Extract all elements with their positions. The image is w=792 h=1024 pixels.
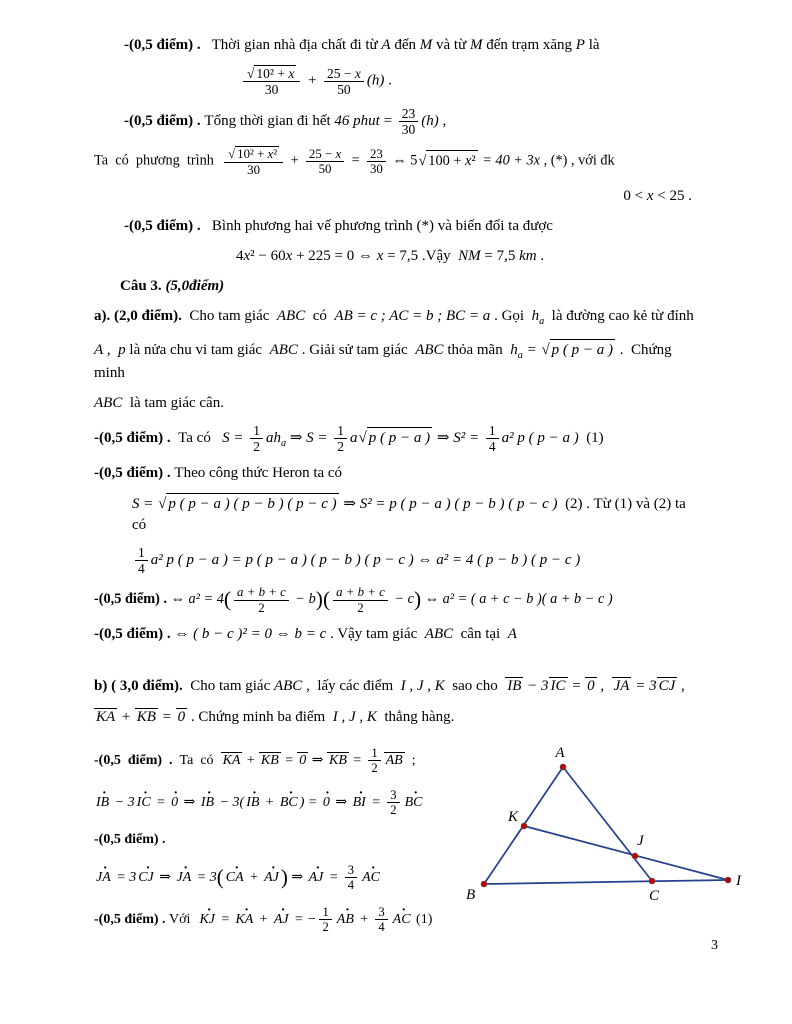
text-fragment: b) ( 3,0 điểm). — [94, 678, 187, 695]
text-fragment: a + b + c — [336, 585, 385, 600]
text-fragment: thẳng hàng. — [376, 709, 455, 726]
vector: AB — [385, 752, 403, 768]
vector: AJ · — [307, 868, 326, 888]
text-fragment: − b — [291, 591, 316, 608]
text-fragment: , — [103, 341, 119, 358]
vector: IC — [550, 678, 566, 695]
text-fragment: x — [354, 65, 361, 81]
text-fragment: 1 — [371, 746, 378, 761]
text-fragment: ) — [280, 864, 288, 889]
text-fragment: có — [305, 308, 335, 325]
triangle-diagram — [446, 742, 746, 919]
vector: BC · — [403, 793, 425, 813]
text-fragment: = — [522, 341, 541, 358]
text-fragment: = — [367, 795, 385, 811]
text-fragment: 2 — [371, 761, 378, 776]
text-fragment: 1 — [253, 422, 260, 438]
text-fragment: đến — [390, 37, 420, 53]
text-fragment: a + b + c — [237, 585, 286, 600]
text-fragment: 4 — [236, 248, 244, 265]
text-fragment: (5,0điểm) — [165, 278, 225, 295]
point-i — [725, 877, 731, 883]
text-fragment: , lấy các điểm — [302, 678, 401, 695]
text-line — [94, 106, 700, 137]
text-fragment: ; — [404, 752, 416, 768]
text-line — [94, 393, 700, 414]
text-fragment: + — [242, 752, 259, 768]
text-fragment: = — [325, 869, 342, 885]
fraction — [486, 423, 499, 454]
text-fragment: 30 — [264, 82, 279, 98]
text-fragment: 23 — [369, 146, 383, 161]
text-fragment: là tam giác cân. — [122, 394, 224, 411]
text-fragment: 2 — [337, 438, 345, 454]
text-fragment: Cho tam giác — [186, 678, 274, 695]
text-fragment: , (*) , với đk — [540, 153, 615, 170]
text-fragment: 50 — [337, 81, 351, 97]
text-line — [94, 276, 700, 297]
text-fragment: -(0,5 điểm) . — [94, 591, 168, 608]
text-fragment: + — [255, 912, 272, 928]
text-fragment: 2 — [253, 438, 260, 454]
text-fragment: x — [335, 146, 342, 161]
text-fragment: ) — [315, 587, 323, 612]
vertex-label-b: B — [466, 887, 476, 904]
text-fragment: Ta có phương trình — [94, 153, 222, 170]
fraction — [375, 905, 387, 934]
point-k — [521, 823, 527, 829]
text-fragment: a² = ( a + c − b )( a + b − c ) — [442, 591, 613, 608]
text-fragment: a — [539, 316, 545, 328]
vector: 0 · — [169, 793, 180, 813]
text-fragment: = — [379, 113, 396, 130]
text-fragment: x — [464, 153, 472, 170]
text-fragment: Bình phương hai vế phương trình (*) và biến đổi ta được — [204, 218, 553, 235]
text-fragment: − c — [390, 591, 415, 608]
vector: KA — [96, 709, 116, 726]
text-fragment: (h) — [421, 113, 439, 130]
vector: IB · — [94, 793, 111, 813]
text-fragment: + — [303, 72, 321, 89]
text-fragment: NM — [458, 248, 481, 265]
vertex-label-i: I — [736, 873, 741, 890]
text-fragment: ABC — [94, 394, 123, 411]
text-line — [94, 463, 700, 484]
text-fragment: 1 — [138, 545, 145, 561]
fraction — [234, 585, 289, 615]
vector: BI · — [351, 793, 368, 813]
text-fragment: là — [584, 37, 600, 53]
text-fragment: A — [94, 341, 104, 358]
text-fragment: 3 — [378, 905, 385, 920]
fraction — [368, 746, 380, 775]
text-fragment: thỏa mãn — [443, 341, 511, 358]
text-line — [94, 706, 700, 728]
vector: CJ — [658, 678, 676, 695]
text-fragment: ⇒ — [180, 795, 199, 811]
text-fragment: ABC — [273, 678, 303, 695]
text-fragment: -(0,5 điểm) . — [94, 626, 175, 643]
text-line — [94, 585, 700, 615]
fraction — [250, 423, 263, 454]
text-fragment: a — [350, 429, 358, 446]
text-fragment: ( b − c )² = 0 ⇔ b = c — [193, 626, 327, 643]
text-fragment: M — [469, 37, 483, 53]
fraction — [387, 788, 399, 817]
text-fragment: 30 — [401, 122, 416, 138]
text-fragment: ⇒ — [331, 795, 351, 811]
text-fragment: P — [575, 37, 585, 53]
point-a — [560, 764, 566, 770]
text-fragment: = − — [290, 912, 317, 928]
vector: AJ · — [262, 868, 281, 888]
text-fragment: 100 + — [428, 153, 465, 170]
text-fragment: S² = — [453, 429, 483, 446]
text-fragment: ( — [223, 587, 232, 612]
text-fragment: ⇒ — [339, 496, 360, 513]
fraction — [399, 106, 419, 137]
text-fragment: = — [348, 752, 366, 768]
text-fragment: − 3( — [216, 795, 245, 811]
text-line — [94, 339, 700, 384]
vertex-label-k: K — [508, 809, 519, 826]
vector: KB — [136, 709, 156, 726]
text-fragment: − 3 — [111, 795, 135, 811]
text-fragment: km — [519, 248, 537, 265]
text-fragment: ⇔ — [167, 591, 189, 608]
text-fragment: h — [510, 341, 518, 358]
text-fragment: và từ — [432, 37, 470, 53]
text-fragment: S² = p ( p − a ) ( p − b ) ( p − c ) — [359, 496, 558, 513]
point-c — [649, 878, 655, 884]
text-fragment: x — [646, 188, 654, 205]
text-fragment: x — [285, 248, 293, 265]
text-fragment: 2 — [357, 600, 364, 615]
text-fragment: a² = 4 ( p − b ) ( p − c ) — [436, 552, 581, 569]
text-fragment: ⇔ 5 — [388, 153, 418, 170]
vector: IC · — [135, 793, 153, 813]
text-fragment: x — [376, 248, 384, 265]
text-line — [94, 423, 700, 454]
text-fragment: Với — [169, 912, 198, 928]
text-fragment: 2 — [258, 600, 265, 615]
text-fragment: ⇒ — [287, 869, 307, 885]
text-fragment: 2 — [390, 803, 397, 818]
text-fragment: 4 — [378, 920, 385, 935]
text-fragment: Cho tam giác — [185, 308, 277, 325]
text-fragment: + — [286, 153, 303, 170]
fraction — [367, 147, 386, 177]
text-fragment: + 225 = 0 ⇔ — [292, 248, 377, 265]
vector: CA · — [224, 868, 246, 888]
text-fragment: = 3 — [631, 678, 657, 695]
text-fragment: -(0,5 điểm) . — [124, 113, 205, 130]
text-fragment: S = — [132, 496, 158, 513]
text-fragment: . Chứng minh — [94, 341, 672, 381]
vector: 0 — [299, 752, 307, 768]
text-fragment: 50 — [318, 162, 332, 177]
text-fragment: 3 — [347, 863, 355, 878]
vector: JA · — [175, 868, 194, 888]
text-fragment: A — [507, 626, 517, 643]
vector: AJ · — [272, 910, 291, 930]
fraction — [224, 146, 283, 177]
vector: IB — [507, 678, 522, 695]
point-j — [632, 853, 638, 859]
text-fragment: a — [280, 437, 287, 449]
text-fragment: ABC — [415, 341, 444, 358]
point-b — [481, 881, 487, 887]
text-fragment: = 3 — [193, 869, 217, 885]
text-fragment: là đường cao kẻ từ đỉnh — [544, 308, 694, 325]
text-fragment: p — [118, 341, 126, 358]
text-fragment: p ( p − a ) — [551, 341, 614, 358]
text-fragment: A — [381, 37, 391, 53]
text-line — [94, 493, 700, 536]
text-fragment: ⇒ — [155, 869, 175, 885]
text-fragment: -(0,5 điểm) . — [124, 37, 201, 53]
text-fragment: ² — [471, 153, 476, 170]
text-fragment: = — [152, 795, 170, 811]
text-fragment: = — [280, 752, 298, 768]
vector: AC · — [360, 868, 382, 888]
text-line — [94, 146, 700, 177]
square-root — [541, 339, 615, 361]
text-fragment: ) = — [299, 795, 321, 811]
vector: JA · — [94, 868, 113, 888]
text-fragment: Theo công thức Heron ta có — [174, 465, 343, 482]
text-fragment: x — [288, 66, 295, 81]
text-fragment: 10² + — [237, 147, 268, 162]
text-line — [94, 216, 700, 237]
text-fragment: − 3 — [523, 678, 549, 695]
segment-k-to-i — [524, 826, 728, 880]
text-fragment: ⇒ — [433, 429, 454, 446]
text-fragment: , — [677, 678, 685, 695]
fraction — [324, 66, 364, 97]
text-line — [94, 545, 700, 576]
text-fragment: = 7,5 .Vậy — [383, 248, 459, 265]
text-line — [94, 675, 700, 697]
text-fragment: 23 — [401, 106, 416, 122]
text-fragment: p ( p − a ) — [368, 429, 431, 446]
text-fragment: x — [243, 248, 251, 265]
text-fragment: cân tại — [453, 626, 508, 643]
text-line — [94, 65, 700, 97]
text-fragment: 10² + — [256, 66, 289, 81]
vertex-label-j: J — [637, 833, 644, 850]
text-fragment: -(0,5 điểm) . — [124, 218, 205, 235]
vector: 0 · — [321, 793, 332, 813]
text-fragment: < 25 . — [653, 188, 692, 205]
square-root — [228, 146, 279, 161]
text-fragment: ² − 60 — [250, 248, 286, 265]
text-fragment: . — [536, 248, 545, 265]
vector: 0 — [587, 678, 595, 695]
text-fragment: ABC — [424, 626, 454, 643]
text-fragment: ( — [216, 864, 224, 889]
triangle-figure-svg — [446, 742, 746, 912]
square-root — [158, 493, 338, 515]
text-fragment: I , J , K — [332, 709, 377, 726]
text-fragment: 4 — [347, 878, 355, 893]
vertex-label-c: C — [649, 888, 660, 905]
text-fragment: 46 phut — [334, 113, 380, 130]
text-fragment: Câu 3. — [120, 278, 166, 295]
text-line — [94, 186, 700, 207]
text-fragment: = — [217, 912, 234, 928]
text-fragment: 4 — [138, 561, 145, 577]
text-fragment: = — [567, 678, 586, 695]
text-fragment: S = — [222, 429, 248, 446]
text-fragment: Ta có — [174, 429, 223, 446]
text-fragment: Ta có — [176, 752, 221, 768]
text-fragment: M — [419, 37, 433, 53]
text-fragment: ² — [273, 147, 278, 162]
text-fragment: Thời gian nhà địa chất đi từ — [200, 37, 382, 53]
text-fragment: = 3 — [112, 869, 137, 885]
part-b-working — [94, 745, 741, 947]
text-fragment: (1) — [578, 429, 604, 446]
text-fragment: (2) . Từ (1) và (2) ta có — [132, 496, 686, 534]
text-fragment: = — [157, 709, 176, 726]
vector: KA · — [233, 910, 255, 930]
vector: JA — [613, 678, 630, 695]
square-root — [418, 150, 477, 171]
text-fragment: AB = c ; AC = b ; BC = a — [334, 308, 491, 325]
text-fragment: I , J , K — [400, 678, 445, 695]
text-fragment: = — [347, 153, 364, 170]
square-root — [359, 427, 433, 449]
text-line — [94, 306, 700, 329]
text-fragment: 30 — [247, 162, 261, 177]
vector: CJ · — [136, 868, 156, 888]
text-fragment: ⇔ — [174, 626, 194, 643]
vector: IB · — [244, 793, 261, 813]
text-fragment: ( — [322, 587, 331, 612]
text-fragment: là nửa chu vi tam giác — [125, 341, 270, 358]
fraction — [243, 65, 300, 97]
text-fragment: 0 < — [623, 188, 647, 205]
text-fragment: 1 — [322, 905, 329, 920]
vector: KJ · — [197, 910, 217, 930]
text-fragment: + — [245, 869, 263, 885]
solution-text-top — [94, 35, 700, 728]
text-fragment: ⇔ — [421, 591, 443, 608]
text-fragment: h — [531, 308, 540, 325]
text-fragment: -(0,5 điểm) . — [94, 832, 166, 848]
text-fragment: , — [596, 678, 612, 695]
text-fragment: ) — [414, 587, 422, 612]
page-number: 3 — [711, 938, 718, 953]
text-fragment: . Chứng minh ba điểm — [187, 709, 333, 726]
text-fragment: 4 — [488, 438, 496, 454]
text-fragment: -(0,5 điểm) . — [94, 465, 175, 482]
text-fragment: 1 — [488, 422, 496, 438]
vector: IB · — [199, 793, 216, 813]
text-fragment: sao cho — [444, 678, 506, 695]
fraction — [319, 905, 331, 934]
text-fragment: . Giải sử tam giác — [297, 341, 416, 358]
text-fragment: 1 — [337, 422, 345, 438]
text-fragment: ABC — [269, 341, 298, 358]
text-fragment: + — [355, 912, 373, 928]
text-fragment: a² p ( p − a ) = p ( p − a ) ( p − b ) ( p − c ) — [150, 552, 414, 569]
text-fragment: Tổng thời gian đi hết — [204, 113, 335, 130]
text-fragment: + — [117, 709, 135, 726]
text-fragment: p ( p − a ) ( p − b ) ( p − c ) — [168, 496, 337, 513]
fraction — [345, 863, 357, 892]
fraction — [306, 147, 344, 177]
text-fragment: , — [438, 113, 447, 130]
text-fragment: 25 − — [326, 65, 355, 81]
text-fragment: ⇒ — [308, 752, 327, 768]
text-fragment: 3 — [390, 788, 397, 803]
text-fragment: 30 — [369, 162, 383, 177]
text-fragment: (1) — [412, 912, 433, 928]
text-fragment: . Gọi — [490, 308, 532, 325]
text-fragment: (h) — [366, 72, 385, 89]
text-fragment: 2 — [322, 920, 329, 935]
vertex-label-a: A — [555, 745, 565, 762]
text-fragment: = 7,5 — [480, 248, 520, 265]
text-fragment: a² = 4 — [188, 591, 224, 608]
fraction — [333, 585, 388, 615]
text-fragment: . Vậy tam giác — [326, 626, 425, 643]
text-line — [94, 35, 700, 56]
text-fragment: a). (2,0 điểm). — [94, 308, 186, 325]
text-fragment: x — [267, 147, 274, 162]
text-fragment: -(0,5 điểm) . — [94, 912, 170, 928]
base-line-b-to-i — [484, 880, 728, 884]
text-fragment: a² p ( p − a ) — [501, 429, 579, 446]
vector: 0 — [177, 709, 186, 726]
text-fragment: . — [384, 72, 392, 89]
text-fragment: -(0,5 điểm) . — [94, 752, 177, 768]
fraction — [334, 423, 347, 454]
triangle-side-ac — [563, 767, 652, 881]
vector: KB — [260, 752, 279, 768]
text-fragment: = 40 + 3x — [478, 153, 541, 170]
text-fragment: đến trạm xăng — [482, 37, 576, 53]
text-fragment: 25 − — [308, 146, 336, 161]
text-fragment: + — [261, 795, 278, 811]
text-fragment: S = — [306, 429, 332, 446]
vector: KB — [328, 752, 347, 768]
text-line — [94, 624, 700, 645]
text-fragment: ABC — [276, 308, 306, 325]
text-fragment: -(0,5 điểm) . — [94, 429, 175, 446]
vector: KA — [222, 752, 241, 768]
vector: BC · — [278, 793, 300, 813]
fraction — [135, 545, 148, 576]
vector: AB · — [335, 910, 356, 930]
text-fragment: a — [517, 349, 523, 361]
text-fragment: ⇔ — [413, 552, 437, 569]
text-line — [94, 246, 700, 267]
vector: AC · — [391, 910, 413, 930]
text-fragment: ah — [265, 429, 281, 446]
square-root — [247, 65, 296, 81]
text-fragment: ⇒ — [286, 429, 307, 446]
